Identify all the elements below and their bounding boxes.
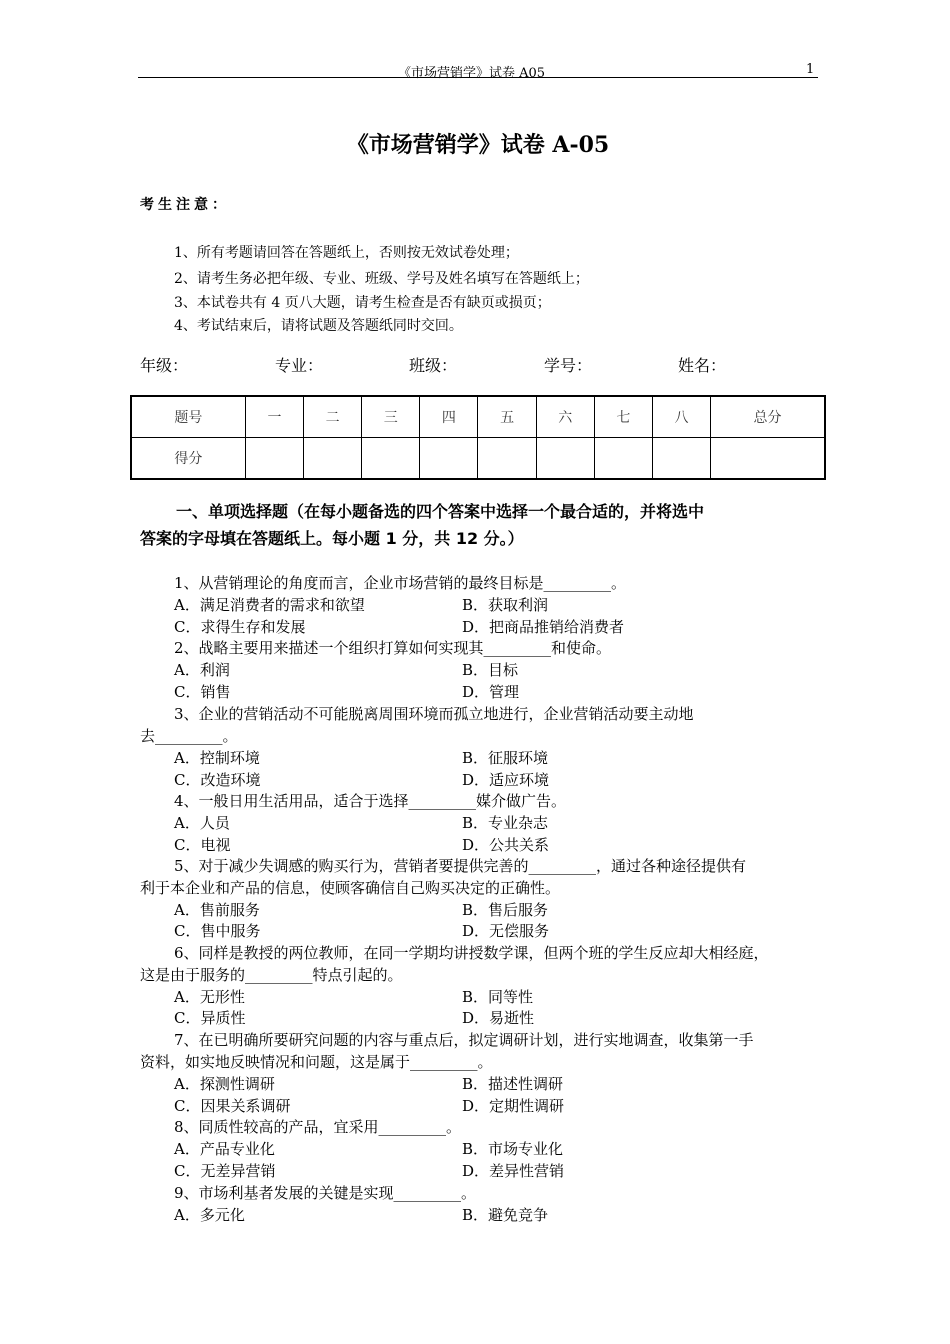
option-b: B．描述性调研 [462, 1075, 564, 1093]
score-header-row [131, 396, 825, 438]
page-title: 《市场营销学》试卷 A-05 [346, 132, 610, 158]
question-stem: 9、市场利基者发展的关键是实现_________。 [174, 1184, 477, 1202]
option-c: C．异质性 [174, 1009, 246, 1027]
field-name: 姓名： [678, 356, 727, 375]
option-a: A．利润 [174, 661, 230, 679]
option-b: B．目标 [462, 661, 519, 679]
question-stem: 8、同质性较高的产品，宜采用_________。 [174, 1118, 462, 1136]
notice-item: 4、考试结束后，请将试题及答题纸同时交回。 [174, 318, 463, 334]
score-cell [245, 438, 303, 480]
option-b: B．征服环境 [462, 749, 549, 767]
notice-item: 3、本试卷共有 4 页八大题，请考生检查是否有缺页或损页； [174, 295, 551, 311]
score-cell [304, 438, 362, 480]
option-d: D．管理 [462, 683, 520, 701]
notice-item: 1、所有考题请回答在答题纸上，否则按无效试卷处理； [174, 245, 519, 261]
option-b: B．专业杂志 [462, 814, 549, 832]
question-stem-cont: 资料，如实地反映情况和问题，这是属于_________。 [140, 1053, 493, 1071]
option-c: C．销售 [174, 683, 231, 701]
score-cell [652, 438, 710, 480]
score-table [130, 395, 826, 480]
score-header-cell: 总分 [711, 396, 825, 438]
score-row [131, 438, 825, 480]
notice-label: 考生注意： [140, 197, 230, 213]
score-cell [594, 438, 652, 480]
option-c: C．因果关系调研 [174, 1097, 291, 1115]
score-header-cell: 三 [362, 396, 420, 438]
notice-item: 2、请考生务必把年级、专业、班级、学号及姓名填写在答题纸上； [174, 271, 589, 287]
field-class: 班级： [409, 356, 458, 375]
score-cell [536, 438, 594, 480]
score-cell [711, 438, 825, 480]
option-b: B．获取利润 [462, 596, 549, 614]
question-stem: 5、对于减少失调感的购买行为，营销者要提供完善的_________，通过各种途径提供有 [174, 857, 747, 875]
option-a: A．售前服务 [174, 901, 260, 919]
question-stem-cont: 利于本企业和产品的信息，使顾客确信自己购买决定的正确性。 [140, 879, 561, 897]
option-c: C．售中服务 [174, 922, 261, 940]
option-c: C．改造环境 [174, 771, 261, 789]
option-d: D．无偿服务 [462, 922, 550, 940]
option-c: C．电视 [174, 836, 231, 854]
option-d: D．把商品推销给消费者 [462, 618, 625, 636]
score-cell [478, 438, 536, 480]
question-stem-cont: 去_________。 [140, 727, 238, 745]
option-b: B．市场专业化 [462, 1140, 564, 1158]
question-stem: 4、一般日用生活用品，适合于选择_________媒介做广告。 [174, 792, 567, 810]
option-a: A．人员 [174, 814, 230, 832]
field-student-id: 学号： [544, 356, 593, 375]
question-stem: 2、战略主要用来描述一个组织打算如何实现其_________和使命。 [174, 639, 612, 657]
header-rule [138, 77, 818, 78]
option-d: D．适应环境 [462, 771, 550, 789]
page-number: 1 [806, 62, 815, 77]
option-a: A．产品专业化 [174, 1140, 275, 1158]
option-c: C．无差异营销 [174, 1162, 276, 1180]
question-stem: 7、在已明确所要研究问题的内容与重点后，拟定调研计划，进行实地调查，收集第一手 [174, 1031, 754, 1049]
option-d: D．易逝性 [462, 1009, 535, 1027]
question-stem-cont: 这是由于服务的_________特点引起的。 [140, 966, 403, 984]
option-a: A．满足消费者的需求和欲望 [174, 596, 365, 614]
score-header-cell: 六 [536, 396, 594, 438]
option-a: A．控制环境 [174, 749, 260, 767]
running-header-title: 《市场营销学》试卷 A05 [398, 66, 546, 81]
option-d: D．公共关系 [462, 836, 550, 854]
option-a: A．探测性调研 [174, 1075, 275, 1093]
question-stem: 1、从营销理论的角度而言，企业市场营销的最终目标是_________。 [174, 574, 627, 592]
score-header-cell: 四 [420, 396, 478, 438]
option-d: D．差异性营销 [462, 1162, 565, 1180]
option-a: A．多元化 [174, 1206, 245, 1224]
option-b: B．同等性 [462, 988, 534, 1006]
score-header-cell: 八 [652, 396, 710, 438]
option-d: D．定期性调研 [462, 1097, 565, 1115]
option-b: B．避免竞争 [462, 1206, 549, 1224]
field-grade: 年级： [140, 356, 189, 375]
option-a: A．无形性 [174, 988, 245, 1006]
score-header-cell: 五 [478, 396, 536, 438]
score-header-cell: 七 [594, 396, 652, 438]
score-cell [420, 438, 478, 480]
section-heading-cont: 答案的字母填在答题纸上。每小题 1 分，共 12 分。） [140, 529, 524, 548]
score-cell [362, 438, 420, 480]
question-stem: 3、企业的营销活动不可能脱离周围环境而孤立地进行，企业营销活动要主动地 [174, 705, 694, 723]
score-header-cell: 一 [245, 396, 303, 438]
option-b: B．售后服务 [462, 901, 549, 919]
field-major: 专业： [275, 356, 324, 375]
score-header-cell: 二 [304, 396, 362, 438]
option-c: C．求得生存和发展 [174, 618, 306, 636]
score-header-cell: 题号 [131, 396, 245, 438]
question-stem: 6、同样是教授的两位教师，在同一学期均讲授数学课，但两个班的学生反应却大相经庭， [174, 944, 769, 962]
section-heading: 一、单项选择题（在每小题备选的四个答案中选择一个最合适的，并将选中 [176, 502, 705, 521]
score-row-label: 得分 [131, 438, 245, 480]
